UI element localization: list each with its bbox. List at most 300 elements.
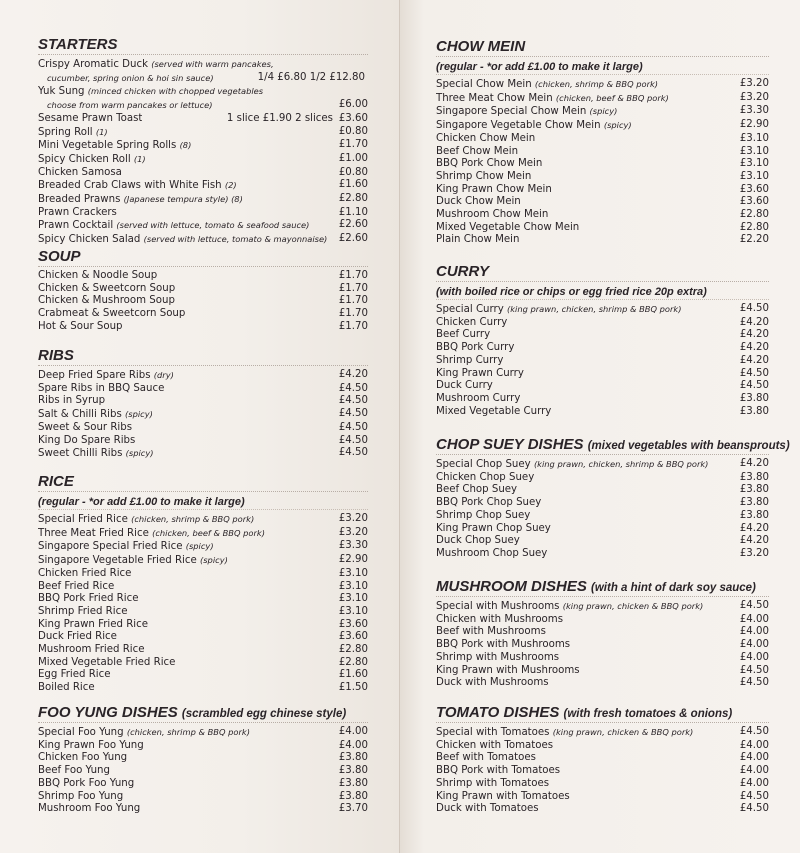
menu-item-name <box>436 317 507 330</box>
menu-item-description: (Japanese tempura style) (8) <box>123 194 243 205</box>
menu-item-name-text: Shrimp Chop Suey <box>436 509 531 521</box>
menu-item-name-text: Mushroom Chop Suey <box>436 547 548 559</box>
section-title: CHOW MEIN <box>436 38 526 55</box>
menu-item-description: (2) <box>224 180 237 191</box>
section-ribs <box>38 347 368 461</box>
menu-item-price: £1.60 <box>338 179 368 191</box>
section-mushroom <box>436 578 769 690</box>
menu-item <box>436 665 769 678</box>
menu-item-name <box>38 193 243 207</box>
menu-item-name-text: King Prawn Chow Mein <box>436 183 552 195</box>
menu-item <box>38 435 368 448</box>
menu-item-name <box>38 321 123 334</box>
menu-item-price: £1.50 <box>338 682 368 694</box>
section-title-note: (with fresh tomatoes & onions) <box>563 708 733 720</box>
menu-item-description: (chicken, beef & BBQ pork) <box>152 527 265 538</box>
menu-item-name-text: Special Chow Mein <box>436 79 532 90</box>
menu-item-name-text: Beef with Tomatoes <box>436 752 536 764</box>
section-note: (regular - *or add £1.00 to make it large) <box>436 60 769 75</box>
menu-item-price: £4.50 <box>338 395 368 407</box>
menu-item-name <box>436 523 551 536</box>
menu-item-name-text: Hot & Sour Soup <box>38 320 123 332</box>
menu-item-price: £4.50 <box>338 421 368 433</box>
menu-item-price: £4.50 <box>739 664 769 676</box>
menu-item-description: (served with warm pancakes, <box>151 59 274 69</box>
menu-item-description: (spicy) <box>200 555 228 566</box>
section-title: RICE <box>38 473 74 490</box>
menu-item-price: £3.70 <box>338 803 368 815</box>
section-heading <box>38 473 368 492</box>
menu-item-name <box>38 308 185 321</box>
menu-item <box>38 167 368 180</box>
menu-item-name-text: Singapore Vegetable Chow Mein <box>436 120 601 132</box>
menu-item-name-text: Mushroom Chow Mein <box>436 209 549 221</box>
menu-item-name-text: Chicken & Noodle Soup <box>38 270 158 281</box>
menu-item <box>436 614 769 627</box>
menu-item-description: (1) <box>95 126 108 137</box>
menu-item-name <box>436 355 503 368</box>
menu-item-name <box>436 78 658 92</box>
menu-item-name <box>436 158 542 171</box>
menu-item <box>436 222 769 235</box>
menu-item-name <box>38 435 135 448</box>
menu-item-price: £4.50 <box>739 677 769 689</box>
menu-item <box>38 179 368 193</box>
menu-item <box>38 527 368 541</box>
menu-item-price: £4.50 <box>739 367 769 379</box>
menu-item-name-text: Duck Fried Rice <box>38 631 117 643</box>
menu-item <box>436 626 769 639</box>
menu-item-description: (chicken, shrimp & BBQ pork) <box>534 79 659 89</box>
menu-item <box>436 548 769 561</box>
menu-item-price: £3.10 <box>739 132 769 144</box>
section-heading <box>436 436 790 455</box>
menu-item <box>436 184 769 197</box>
menu-item <box>38 321 368 334</box>
section-title: CURRY <box>436 263 490 280</box>
section-title: TOMATO DISHES <box>436 704 560 721</box>
menu-item <box>436 317 769 330</box>
menu-item-name <box>47 72 214 86</box>
menu-item <box>38 408 368 422</box>
menu-item-name-text: Plain Chow Mein <box>436 234 520 246</box>
menu-item-price: £4.00 <box>338 739 368 751</box>
menu-item-name <box>38 682 95 695</box>
menu-item-name <box>436 778 549 791</box>
menu-item <box>436 342 769 355</box>
menu-item-name-text: Chicken & Mushroom Soup <box>38 295 175 307</box>
section-title-note: (with a hint of dark soy sauce) <box>591 582 756 594</box>
menu-item-name-text: Mushroom Fried Rice <box>38 644 145 656</box>
menu-item-portion-prices: 1 slice £1.90 2 slices <box>226 112 333 124</box>
menu-item <box>38 72 368 86</box>
menu-item-name <box>38 395 105 408</box>
menu-item-name-text: Beef Chop Suey <box>436 484 518 496</box>
menu-item-price: £3.60 <box>739 183 769 195</box>
menu-item-name-text: Mushroom Curry <box>436 392 521 404</box>
menu-item <box>436 765 769 778</box>
section-heading <box>436 578 769 597</box>
section-soup <box>38 248 368 334</box>
menu-item-name <box>38 153 146 167</box>
section-heading <box>436 38 769 57</box>
menu-item-name <box>38 447 153 461</box>
menu-item <box>38 513 368 527</box>
menu-item <box>38 58 368 72</box>
section-foo-yung <box>38 704 368 816</box>
menu-item-price: £3.80 <box>739 392 769 404</box>
menu-item-name-text: King Prawn Fried Rice <box>38 618 148 630</box>
menu-item-price: £3.10 <box>338 580 368 592</box>
menu-item-price: £1.70 <box>338 270 368 281</box>
menu-item-name-text: Three Meat Fried Rice <box>38 527 149 539</box>
menu-item-name-text: Duck Chow Mein <box>436 196 521 208</box>
menu-item <box>38 85 368 99</box>
menu-item-name-text: Special Curry <box>436 304 504 315</box>
menu-item <box>38 99 368 113</box>
menu-item-name <box>436 196 521 209</box>
menu-item-name <box>38 369 174 383</box>
menu-item-name-text: Boiled Rice <box>38 682 95 694</box>
menu-item-price: £4.50 <box>739 803 769 815</box>
menu-item-description: (served with lettuce, tomato & seafood sauce) <box>116 220 310 231</box>
menu-item-name <box>38 58 274 72</box>
menu-item-price: £3.20 <box>739 78 769 89</box>
menu-item-name <box>38 383 164 396</box>
item-list <box>38 513 368 695</box>
menu-item-price: £3.30 <box>338 540 368 552</box>
menu-item-name <box>38 408 153 422</box>
menu-item-name-text: BBQ Pork with Mushrooms <box>436 639 571 651</box>
menu-item-price: £4.50 <box>739 303 769 314</box>
menu-item <box>436 791 769 804</box>
menu-item-price: £1.10 <box>338 206 368 218</box>
menu-item <box>38 113 368 126</box>
menu-item-price: £1.60 <box>338 669 368 681</box>
menu-item <box>436 393 769 406</box>
section-title: CHOP SUEY DISHES <box>436 436 584 453</box>
menu-item <box>38 233 368 247</box>
menu-item-price: £3.80 <box>338 790 368 802</box>
menu-item-description: (spicy) <box>125 448 154 459</box>
menu-item <box>38 126 368 140</box>
menu-item-name <box>436 665 580 678</box>
menu-item-price: £3.10 <box>338 605 368 617</box>
menu-item <box>38 207 368 220</box>
menu-item <box>436 171 769 184</box>
menu-item-name-text: Special with Tomatoes <box>436 727 550 738</box>
menu-item <box>436 677 769 690</box>
menu-item-name-text: BBQ Pork with Tomatoes <box>436 765 561 777</box>
menu-item <box>436 406 769 419</box>
menu-item-price: £3.60 <box>338 618 368 630</box>
menu-item-price: £3.80 <box>338 777 368 789</box>
item-list <box>436 600 769 690</box>
menu-item-name <box>38 778 134 791</box>
menu-item-name-text: Mixed Vegetable Fried Rice <box>38 656 176 668</box>
menu-item-price: £4.20 <box>739 316 769 328</box>
menu-item-name <box>38 85 263 99</box>
menu-item-name <box>436 614 563 627</box>
menu-item-name-text: Chicken with Tomatoes <box>436 739 554 751</box>
menu-item <box>436 196 769 209</box>
menu-item-price: £4.20 <box>739 535 769 547</box>
menu-item <box>38 193 368 207</box>
menu-item-price: £4.20 <box>739 354 769 366</box>
menu-item-price: £3.80 <box>338 765 368 777</box>
menu-item <box>436 119 769 133</box>
menu-item-name <box>38 540 214 554</box>
menu-item-name <box>436 329 490 342</box>
menu-item-price: £4.50 <box>338 447 368 459</box>
section-title-note: (scrambled egg chinese style) <box>181 708 347 720</box>
menu-item-price: £2.80 <box>739 221 769 233</box>
menu-item-price: £4.00 <box>739 613 769 625</box>
menu-item-price: £3.10 <box>338 567 368 579</box>
menu-item-name-text: Chicken Fried Rice <box>38 567 132 579</box>
menu-item-name-text: Breaded Crab Claws with White Fish <box>38 180 222 192</box>
menu-item-name <box>436 133 535 146</box>
menu-item-description: (8) <box>179 140 192 151</box>
item-list <box>436 458 769 561</box>
menu-item-name <box>436 303 681 317</box>
menu-item-name-text: BBQ Pork Foo Yung <box>38 777 135 789</box>
menu-item-name-text: Duck Chop Suey <box>436 535 520 547</box>
menu-item <box>38 606 368 619</box>
menu-item <box>436 472 769 485</box>
menu-item-name-text: BBQ Pork Chow Mein <box>436 158 543 170</box>
menu-item-name-text: Beef with Mushrooms <box>436 626 546 638</box>
menu-item-price: £2.80 <box>739 209 769 221</box>
menu-item <box>436 497 769 510</box>
menu-item-price: £4.20 <box>739 458 769 469</box>
menu-item-name-text: King Prawn Chop Suey <box>436 522 551 534</box>
menu-item-name-text: Crispy Aromatic Duck <box>38 59 148 70</box>
section-heading <box>38 248 368 267</box>
menu-item-name-text: Salt & Chilli Ribs <box>38 409 122 421</box>
menu-item-price: £4.00 <box>739 651 769 663</box>
menu-item-name <box>38 139 191 153</box>
menu-item-price: £3.60 <box>338 112 368 124</box>
menu-item-name <box>436 652 559 665</box>
menu-item-name-text: Mixed Vegetable Curry <box>436 405 552 417</box>
menu-item <box>38 619 368 632</box>
menu-item-name <box>436 380 493 393</box>
menu-item-price: £0.80 <box>338 166 368 178</box>
menu-item <box>38 308 368 321</box>
menu-item-name-text: Chicken & Sweetcorn Soup <box>38 282 176 294</box>
menu-item-name <box>436 484 517 497</box>
menu-item-name <box>38 295 175 308</box>
menu-item-name-text: Chicken Curry <box>436 316 508 328</box>
menu-item-price: £3.60 <box>338 631 368 643</box>
menu-item <box>38 554 368 568</box>
menu-item <box>436 105 769 119</box>
menu-item-name-text: Duck with Tomatoes <box>436 803 539 815</box>
menu-item-name-text: Sesame Prawn Toast <box>38 112 143 124</box>
menu-item <box>38 765 368 778</box>
menu-item-name-text: King Prawn with Tomatoes <box>436 790 570 802</box>
menu-item-name <box>436 209 548 222</box>
menu-item-name-text: Shrimp Curry <box>436 354 504 366</box>
menu-item-price: £2.90 <box>739 119 769 131</box>
menu-item-price: £2.90 <box>338 554 368 566</box>
menu-item-name-text: Spicy Chicken Roll <box>38 153 131 165</box>
menu-item-price: £3.10 <box>739 145 769 157</box>
menu-item <box>436 78 769 92</box>
menu-item-name <box>38 644 145 657</box>
menu-item-name-text: Chicken Samosa <box>38 166 122 178</box>
menu-item-name-text: Spare Ribs in BBQ Sauce <box>38 382 165 394</box>
menu-item <box>436 209 769 222</box>
menu-item <box>436 133 769 146</box>
menu-item-name <box>436 105 617 119</box>
item-list <box>38 369 368 461</box>
menu-item-name <box>436 171 531 184</box>
menu-item <box>38 139 368 153</box>
menu-item-name <box>436 765 560 778</box>
menu-item-name-text: Mini Vegetable Spring Rolls <box>38 140 177 152</box>
menu-item-price: £1.70 <box>338 320 368 332</box>
menu-item-name <box>38 765 110 778</box>
menu-item-price: £2.60 <box>338 219 368 231</box>
menu-item <box>436 329 769 342</box>
menu-item-name <box>38 233 327 247</box>
menu-item-description: (dry) <box>153 370 174 380</box>
menu-item-name-text: Shrimp with Mushrooms <box>436 651 560 663</box>
menu-item <box>436 510 769 523</box>
menu-item-price: £3.80 <box>338 752 368 764</box>
right-column <box>400 0 800 853</box>
menu-item-name-text: Mushroom Foo Yung <box>38 803 141 815</box>
menu-item-name <box>38 179 237 193</box>
menu-item-price: £3.80 <box>739 471 769 483</box>
menu-item <box>38 726 368 740</box>
menu-item-name <box>38 752 127 765</box>
menu-item-price: £3.20 <box>338 513 368 524</box>
menu-item-name-text: Singapore Vegetable Fried Rice <box>38 555 197 567</box>
menu-item <box>436 752 769 765</box>
menu-item-price: £4.00 <box>739 739 769 751</box>
menu-item-price: £3.20 <box>739 547 769 559</box>
menu-item-name <box>436 342 514 355</box>
menu-item <box>38 283 368 296</box>
menu-item-price: £4.50 <box>338 434 368 446</box>
menu-item-price: £4.50 <box>338 382 368 394</box>
menu-item-name-text: Duck with Mushrooms <box>436 677 549 689</box>
menu-item-name-text: Sweet Chilli Ribs <box>38 448 123 460</box>
menu-item <box>436 92 769 106</box>
menu-item <box>38 383 368 396</box>
menu-item <box>38 540 368 554</box>
menu-item <box>436 484 769 497</box>
menu-item-description: (chicken, shrimp & BBQ pork) <box>131 514 255 524</box>
menu-item-name <box>38 167 122 180</box>
menu-item-name-text: Singapore Special Fried Rice <box>38 541 183 553</box>
menu-item-name-text: Singapore Special Chow Mein <box>436 106 587 118</box>
menu-item-portion-prices: 1/4 £6.80 1/2 £12.80 <box>257 71 365 83</box>
menu-item-name <box>436 535 520 548</box>
menu-item-name-text: Crabmeat & Sweetcorn Soup <box>38 308 186 320</box>
menu-item-name <box>38 126 108 140</box>
menu-item-name-text: BBQ Pork Fried Rice <box>38 593 139 605</box>
menu-item-name-text: Shrimp Chow Mein <box>436 170 532 182</box>
menu-item-price: £3.10 <box>739 170 769 182</box>
menu-item <box>38 644 368 657</box>
menu-item-name-text: Shrimp Fried Rice <box>38 605 128 617</box>
menu-item-price: £3.10 <box>739 158 769 170</box>
menu-item-name-text: Special Chop Suey <box>436 459 531 470</box>
menu-item-price: £2.60 <box>338 233 368 245</box>
menu-item-price: £3.80 <box>739 509 769 521</box>
menu-item-name <box>436 497 541 510</box>
menu-item-name-text: BBQ Pork Chop Suey <box>436 497 542 509</box>
menu-item-price: £2.80 <box>338 193 368 205</box>
menu-item-name <box>436 639 570 652</box>
menu-item-name <box>38 581 114 594</box>
menu-item-name <box>436 626 546 639</box>
menu-item-name <box>436 600 703 614</box>
menu-item-name-text: Breaded Prawns <box>38 194 121 206</box>
menu-item-description: (chicken, shrimp & BBQ pork) <box>126 727 250 737</box>
menu-item <box>436 639 769 652</box>
menu-item <box>38 219 368 233</box>
menu-item-name <box>38 669 111 682</box>
menu-item-name <box>436 368 524 381</box>
section-curry <box>436 263 769 418</box>
menu-item <box>436 234 769 247</box>
menu-item-name <box>436 472 534 485</box>
item-list <box>436 303 769 418</box>
menu-item-description: choose from warm pancakes or lettuce) <box>47 100 213 111</box>
menu-item-description: cucumber, spring onion & hoi sin sauce) <box>47 72 214 83</box>
menu-item <box>38 581 368 594</box>
menu-item-name <box>436 234 519 247</box>
menu-item-price: £4.50 <box>739 726 769 737</box>
menu-item <box>436 303 769 317</box>
menu-item <box>436 146 769 159</box>
menu-item-price: £3.30 <box>739 105 769 117</box>
menu-item <box>436 652 769 665</box>
menu-item <box>38 803 368 816</box>
menu-item-price: £3.60 <box>739 196 769 208</box>
menu-item-name-text: Ribs in Syrup <box>38 395 106 407</box>
menu-item-price: £4.50 <box>338 408 368 420</box>
menu-item <box>38 657 368 670</box>
menu-item <box>436 458 769 472</box>
menu-item-name-text: Duck Curry <box>436 380 493 392</box>
menu-item-name <box>436 677 549 690</box>
menu-item-name <box>436 92 669 106</box>
menu-item-price: £4.00 <box>739 752 769 764</box>
menu-item-description: (served with lettuce, tomato & mayonnaise) <box>143 234 328 245</box>
menu-item-name-text: Mixed Vegetable Chow Mein <box>436 221 580 233</box>
menu-item-name-text: Yuk Sung <box>38 86 85 98</box>
menu-item-name-text: Prawn Crackers <box>38 206 117 218</box>
menu-item-description: (king prawn, chicken, shrimp & BBQ pork) <box>507 304 682 314</box>
menu-item-name <box>436 406 551 419</box>
menu-item-price: £4.20 <box>338 369 368 380</box>
section-title: STARTERS <box>38 36 118 53</box>
menu-item-name-text: Beef Foo Yung <box>38 765 110 777</box>
menu-item-name-text: Egg Fried Rice <box>38 669 111 681</box>
section-title: FOO YUNG DISHES <box>38 704 178 721</box>
menu-item-name <box>38 554 228 568</box>
menu-item <box>38 270 368 283</box>
menu-item-name <box>436 803 539 816</box>
menu-item-price: £3.80 <box>739 484 769 496</box>
menu-item-price: £3.80 <box>739 405 769 417</box>
